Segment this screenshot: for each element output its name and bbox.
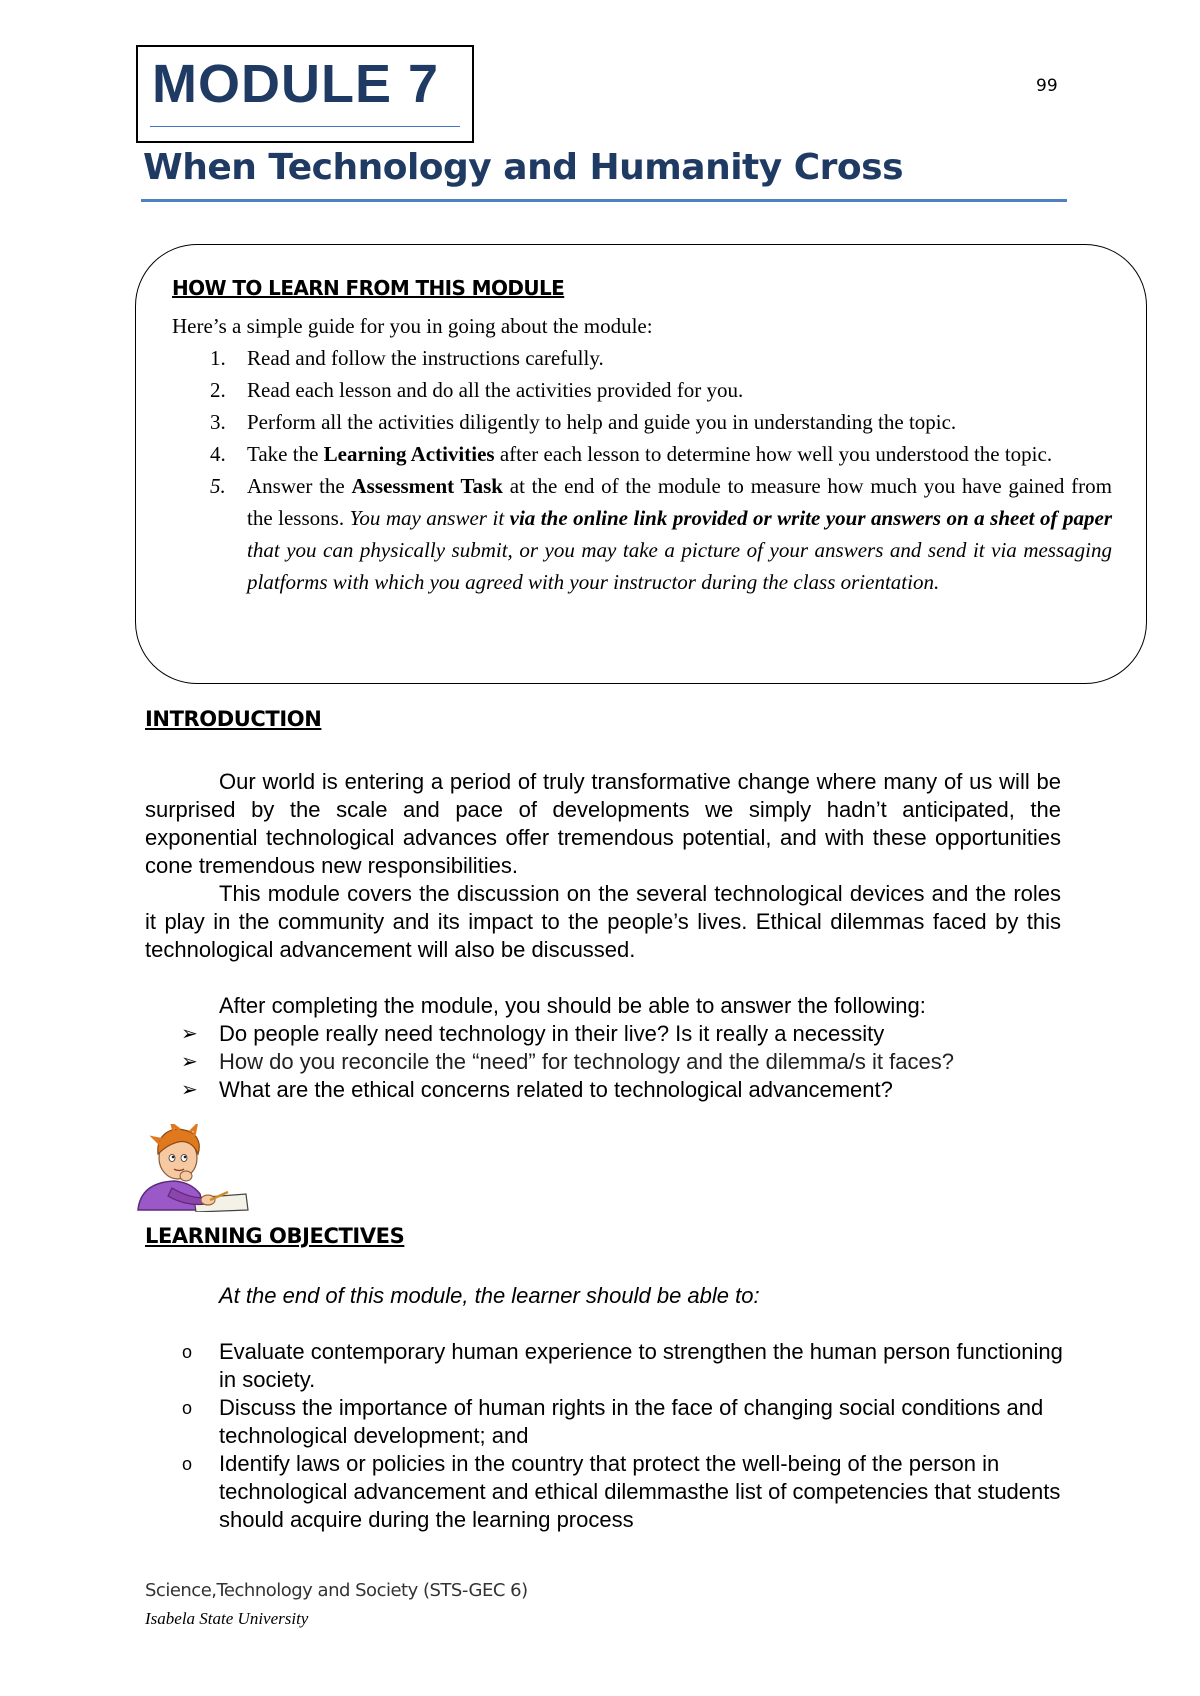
arrow-bullet-icon: ➢ (181, 1079, 198, 1101)
list-item (181, 1020, 1081, 1048)
list-item (200, 342, 1112, 374)
list-item (182, 1394, 1082, 1450)
introduction-heading: INTRODUCTION (145, 707, 322, 731)
list-text-italic: that you can physically submit, or you may take a picture of your answers and send it via messaging platforms with which you agreed with your instructor during the class orientation. (247, 538, 1112, 594)
list-item (182, 1338, 1082, 1394)
objective-text: Discuss the importance of human rights in the face of changing social conditions and technological development; and (219, 1395, 1044, 1448)
how-to-heading: HOW TO LEARN FROM THIS MODULE (172, 276, 565, 300)
module-title-box (136, 45, 474, 143)
arrow-bullet-icon: ➢ (181, 1051, 198, 1073)
list-item (181, 1048, 1081, 1076)
circle-bullet-icon: o (182, 1342, 193, 1362)
list-number: 3. (210, 410, 226, 434)
how-to-intro: Here’s a simple guide for you in going about the module: (172, 314, 653, 338)
objective-text: Identify laws or policies in the country that protect the well-being of the person in technological advancement and ethical dilemmasthe list of competencies that students should acquire during the learning process (219, 1451, 1061, 1532)
question-text: What are the ethical concerns related to technological advancement? (219, 1077, 893, 1102)
question-list (181, 1020, 1081, 1104)
introduction-paragraph-2: This module covers the discussion on the several technological devices and the roles it play in the community and its impact to the people’s lives. Ethical dilemmas faced by this technological advancement will also be discussed. (145, 881, 1061, 962)
list-text-bold: Learning Activities (323, 442, 495, 466)
objective-text: Evaluate contemporary human experience to strengthen the human person functioning in society. (219, 1339, 1063, 1392)
list-number: 1. (210, 346, 226, 370)
introduction-paragraph-1: Our world is entering a period of truly transformative change where many of us will be surprised by the scale and pace of developments we simply hadn’t anticipated, the exponential technological advances offer tremendous potential, and with these opportunities cone tremendous new responsibilities. (145, 769, 1061, 878)
list-text: Read each lesson and do all the activities provided for you. (247, 378, 744, 402)
list-item (182, 1450, 1082, 1534)
list-number: 5. (210, 474, 226, 498)
list-item (181, 1076, 1081, 1104)
list-item (200, 374, 1112, 406)
footer-university: Isabela State University (145, 1609, 309, 1628)
list-text-pre: Answer the (247, 474, 352, 498)
list-text-post: after each lesson to determine how well you understood the topic. (494, 442, 1053, 466)
how-to-list (200, 342, 1112, 598)
list-text-italic: You may answer it (349, 506, 510, 530)
list-number: 2. (210, 378, 226, 402)
list-text: Read and follow the instructions carefully. (247, 346, 604, 370)
circle-bullet-icon: o (182, 1398, 193, 1418)
module-subtitle: When Technology and Humanity Cross (143, 147, 904, 188)
question-text: How do you reconcile the “need” for technology and the dilemma/s it faces? (219, 1049, 954, 1074)
list-text-pre: Take the (247, 442, 324, 466)
list-text-post: at the end of the module to measure how much you have gained from the lessons. (247, 474, 1112, 530)
list-text-bold: Assessment Task (351, 474, 503, 498)
list-item (200, 470, 1112, 598)
introduction-lead: After completing the module, you should be able to answer the following: (219, 993, 926, 1018)
list-item (200, 406, 1112, 438)
list-number: 4. (210, 442, 226, 466)
module-title-rule (150, 126, 460, 127)
subtitle-rule (141, 199, 1067, 202)
thinking-student-icon (134, 1124, 249, 1212)
module-label: MODULE 7 (152, 54, 440, 114)
learning-objectives-heading: LEARNING OBJECTIVES (145, 1224, 405, 1248)
circle-bullet-icon: o (182, 1454, 193, 1474)
list-text: Perform all the activities diligently to help and guide you in understanding the topic. (247, 410, 957, 434)
arrow-bullet-icon: ➢ (181, 1023, 198, 1045)
page-number: 99 (1036, 76, 1058, 96)
footer-course: Science,Technology and Society (STS-GEC 6) (145, 1580, 528, 1601)
objectives-list (182, 1338, 1082, 1534)
list-item (200, 438, 1112, 470)
objectives-lead: At the end of this module, the learner should be able to: (219, 1283, 760, 1308)
list-text-bold-italic: via the online link provided or write your answers on a sheet of paper (509, 506, 1112, 530)
question-text: Do people really need technology in their live? Is it really a necessity (219, 1021, 885, 1046)
